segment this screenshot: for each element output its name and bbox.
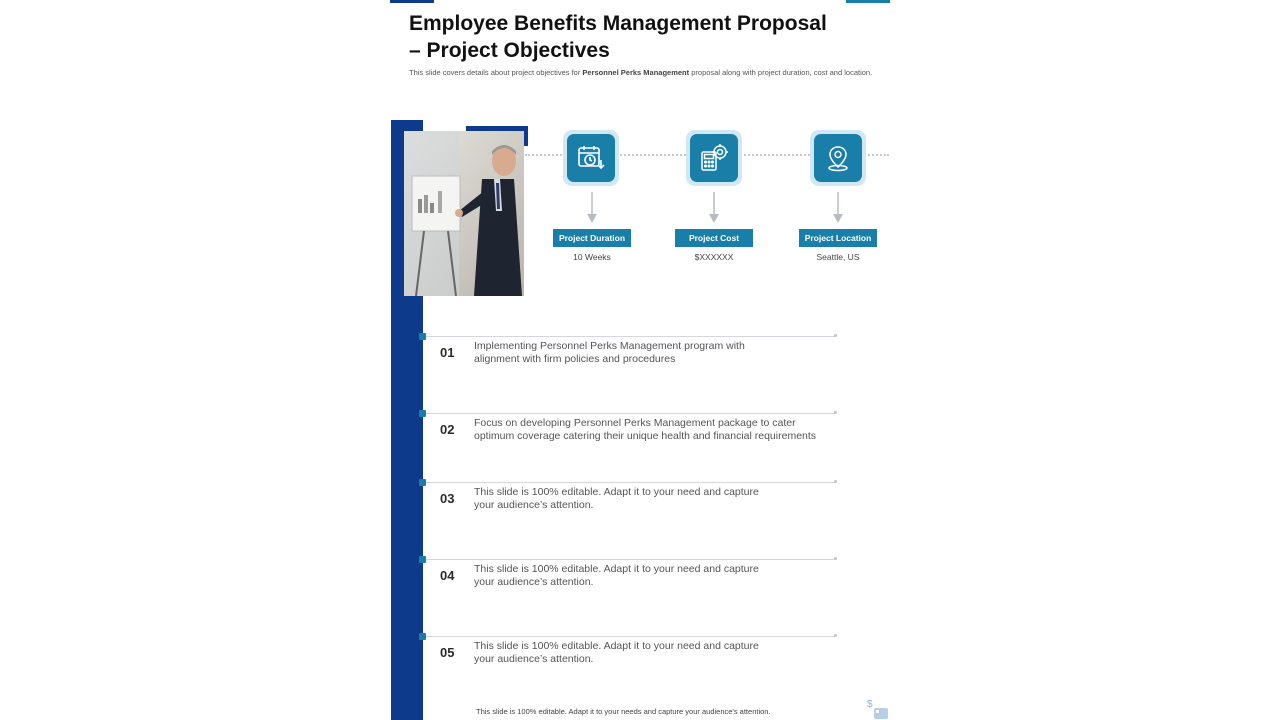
down-arrow-icon bbox=[586, 192, 598, 224]
row-marker bbox=[419, 479, 426, 486]
row-number: 04 bbox=[440, 568, 455, 583]
row-divider bbox=[424, 413, 835, 414]
objective-label-cost: Project Cost bbox=[675, 229, 753, 247]
down-arrow-icon bbox=[832, 192, 844, 224]
row-marker bbox=[419, 333, 426, 340]
top-accent-bar-right bbox=[846, 0, 890, 3]
objective-value-cost: $XXXXXX bbox=[694, 252, 734, 262]
row-text bbox=[474, 640, 844, 666]
objective-icon-tile-duration bbox=[563, 130, 619, 186]
row-text-line-1: This slide is 100% editable. Adapt it to your need and capture bbox=[474, 563, 759, 575]
row-marker bbox=[419, 410, 426, 417]
row-text-line-1: This slide is 100% editable. Adapt it to your need and capture bbox=[474, 640, 759, 652]
row-text-line-1: This slide is 100% editable. Adapt it to your need and capture bbox=[474, 486, 759, 498]
page-title bbox=[409, 10, 879, 64]
subtitle-text-bold: Personnel Perks Management bbox=[582, 68, 690, 77]
subtitle-text-pre: This slide covers details about project objectives for bbox=[409, 68, 583, 77]
row-text-line-2: optimum coverage catering their unique health and financial requirements bbox=[474, 430, 817, 442]
objective-label-duration: Project Duration bbox=[553, 229, 631, 247]
row-number: 01 bbox=[440, 345, 455, 360]
row-divider bbox=[424, 482, 835, 483]
row-text bbox=[474, 563, 844, 589]
row-marker bbox=[419, 633, 426, 640]
row-text-line-1: Focus on developing Personnel Perks Management package to cater bbox=[474, 417, 796, 429]
presenter-photo bbox=[404, 131, 524, 296]
svg-text:$: $ bbox=[867, 699, 873, 710]
row-divider bbox=[424, 636, 835, 637]
objective-icon-tile-location bbox=[810, 130, 866, 186]
page-subtitle bbox=[409, 68, 879, 78]
row-number: 03 bbox=[440, 491, 455, 506]
money-hand-icon bbox=[866, 696, 890, 720]
row-text-line-2: your audience’s attention. bbox=[474, 499, 594, 511]
objective-value-location: Seattle, US bbox=[816, 252, 860, 262]
row-marker bbox=[419, 556, 426, 563]
objective-value-duration: 10 Weeks bbox=[573, 252, 611, 262]
title-line-1: Employee Benefits Management Proposal bbox=[409, 12, 827, 35]
title-line-2: – Project Objectives bbox=[409, 39, 610, 62]
footer-note: This slide is 100% editable. Adapt it to your needs and capture your audience's attention. bbox=[476, 707, 771, 716]
objective-label-location: Project Location bbox=[799, 229, 877, 247]
row-number: 02 bbox=[440, 422, 455, 437]
row-number: 05 bbox=[440, 645, 455, 660]
row-text-line-2: your audience’s attention. bbox=[474, 576, 594, 588]
row-text bbox=[474, 486, 844, 512]
row-divider bbox=[424, 336, 835, 337]
objective-icon-tile-inner bbox=[690, 134, 738, 182]
objective-icon-tile-cost bbox=[686, 130, 742, 186]
row-divider bbox=[424, 559, 835, 560]
top-accent-bar-left bbox=[390, 0, 434, 3]
objective-icon-tile-inner bbox=[567, 134, 615, 182]
row-text bbox=[474, 417, 844, 443]
row-text-line-2: your audience’s attention. bbox=[474, 653, 594, 665]
row-text-line-2: alignment with firm policies and procedures bbox=[474, 353, 676, 365]
objective-icon-tile-inner bbox=[814, 134, 862, 182]
subtitle-text-post: proposal along with project duration, cost and location. bbox=[689, 68, 873, 77]
row-text bbox=[474, 340, 844, 366]
row-text-line-1: Implementing Personnel Perks Management program with bbox=[474, 340, 745, 352]
down-arrow-icon bbox=[708, 192, 720, 224]
